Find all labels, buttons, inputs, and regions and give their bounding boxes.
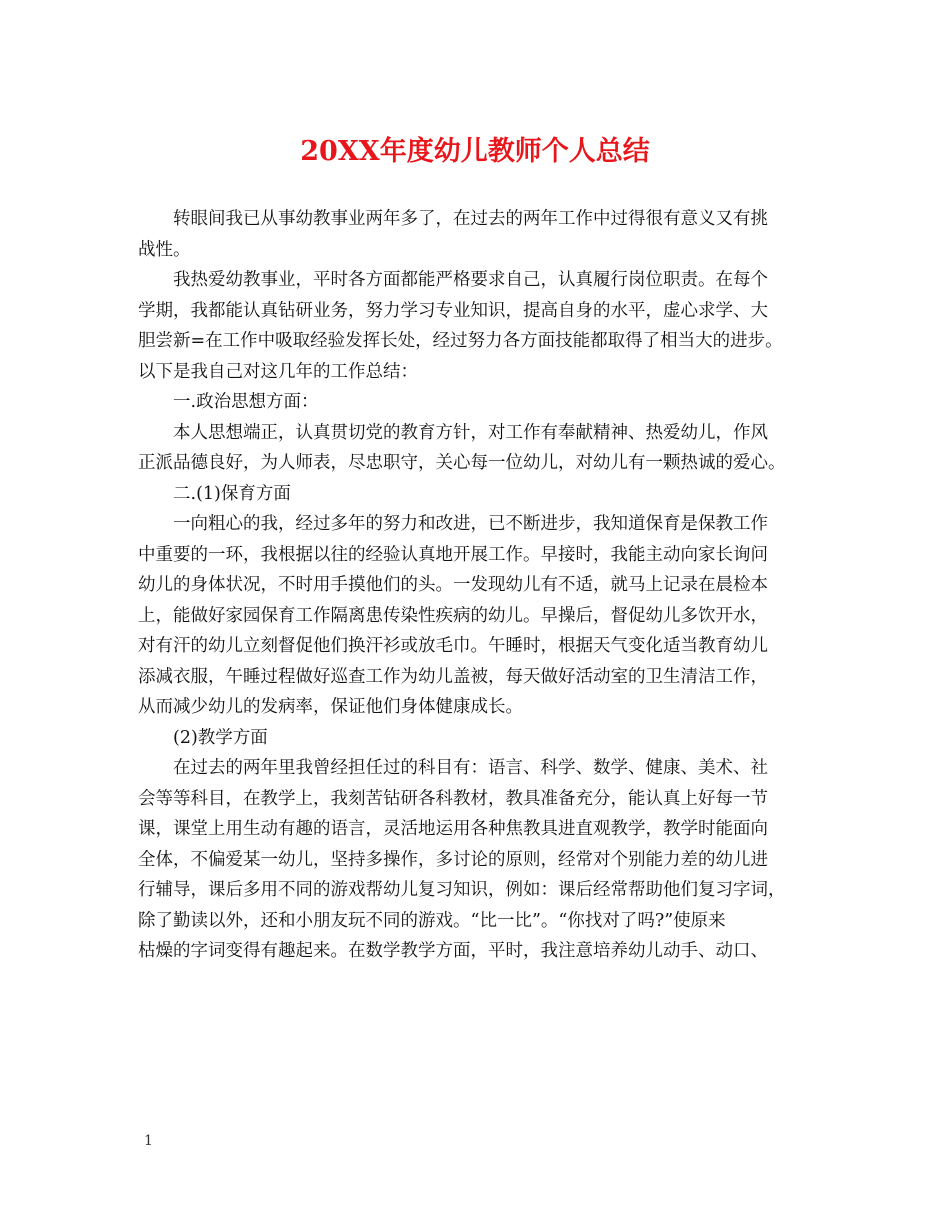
text-line: 从而减少幼儿的发病率，保证他们身体健康成长。 <box>138 697 523 717</box>
text-line: 我热爱幼教事业，平时各方面都能严格要求自己，认真履行岗位职责。在每个 <box>173 270 768 290</box>
paragraph-teaching <box>138 753 818 967</box>
text-line: 一向粗心的我，经过多年的努力和改进，已不断进步，我知道保育是保教工作 <box>173 514 768 534</box>
text-line: 学期，我都能认真钻研业务，努力学习专业知识，提高自身的水平，虚心求学、大 <box>138 300 768 321</box>
paragraph-care <box>138 509 818 723</box>
section-heading-care: 二.(1)保育方面 <box>173 483 291 504</box>
text-line: 全体，不偏爱某一幼儿，坚持多操作，多讨论的原则，经常对个别能力差的幼儿进 <box>138 849 768 870</box>
text-line: 转眼间我已从事幼教事业两年多了，在过去的两年工作中过得很有意义又有挑 <box>173 209 768 229</box>
text-line: 在过去的两年里我曾经担任过的科目有：语言、科学、数学、健康、美术、社 <box>173 758 768 778</box>
section-heading-teaching: (2)教学方面 <box>173 727 268 748</box>
text-line: 除了勤读以外，还和小朋友玩不同的游戏。“比一比”。“你找对了吗?”使原来 <box>138 910 726 931</box>
text-line: 会等等科目，在教学上，我刻苦钻研各科教材，教具准备充分，能认真上好每一节 <box>138 788 768 809</box>
text-line: 行辅导，课后多用不同的游戏帮幼儿复习知识，例如：课后经常帮助他们复习字词， <box>138 880 786 900</box>
text-line: 本人思想端正，认真贯切党的教育方针，对工作有奉献精神、热爱幼儿，作风 <box>173 422 768 443</box>
text-line: 胆尝新=在工作中吸取经验发挥长处，经过努力各方面技能都取得了相当大的进步。 <box>138 331 783 351</box>
text-line: 以下是我自己对这几年的工作总结： <box>138 361 418 382</box>
paragraph-politics <box>138 418 818 479</box>
text-line: 正派品德良好，为人师表，尽忠职守，关心每一位幼儿，对幼儿有一颗热诚的爱心。 <box>138 453 786 473</box>
text-line: 枯燥的字词变得有趣起来。在数学教学方面，平时，我注意培养幼儿动手、动口、 <box>138 941 768 961</box>
text-line: 添减衣服，午睡过程做好巡查工作为幼儿盖被，每天做好活动室的卫生清洁工作， <box>138 666 768 687</box>
text-line: 课，课堂上用生动有趣的语言，灵活地运用各种焦教具进直观教学，教学时能面向 <box>138 819 768 839</box>
paragraph-intro <box>138 204 818 265</box>
text-line: 战性。 <box>138 239 191 260</box>
paragraph-attitude <box>138 265 818 387</box>
text-line: 对有汗的幼儿立刻督促他们换汗衫或放毛巾。午睡时，根据天气变化适当教育幼儿 <box>138 636 768 656</box>
document-body <box>138 204 818 967</box>
text-line: 幼儿的身体状况，不时用手摸他们的头。一发现幼儿有不适，就马上记录在晨检本 <box>138 575 768 595</box>
document-title: 20XX年度幼儿教师个人总结 <box>300 136 650 167</box>
text-line: 上，能做好家园保育工作隔离患传染性疾病的幼儿。早操后，督促幼儿多饮开水， <box>138 605 768 626</box>
page-number: 1 <box>144 1133 153 1149</box>
text-line: 中重要的一环，我根据以往的经验认真地开展工作。早接时，我能主动向家长询问 <box>138 544 768 565</box>
section-heading-politics: 一.政治思想方面： <box>173 392 319 412</box>
